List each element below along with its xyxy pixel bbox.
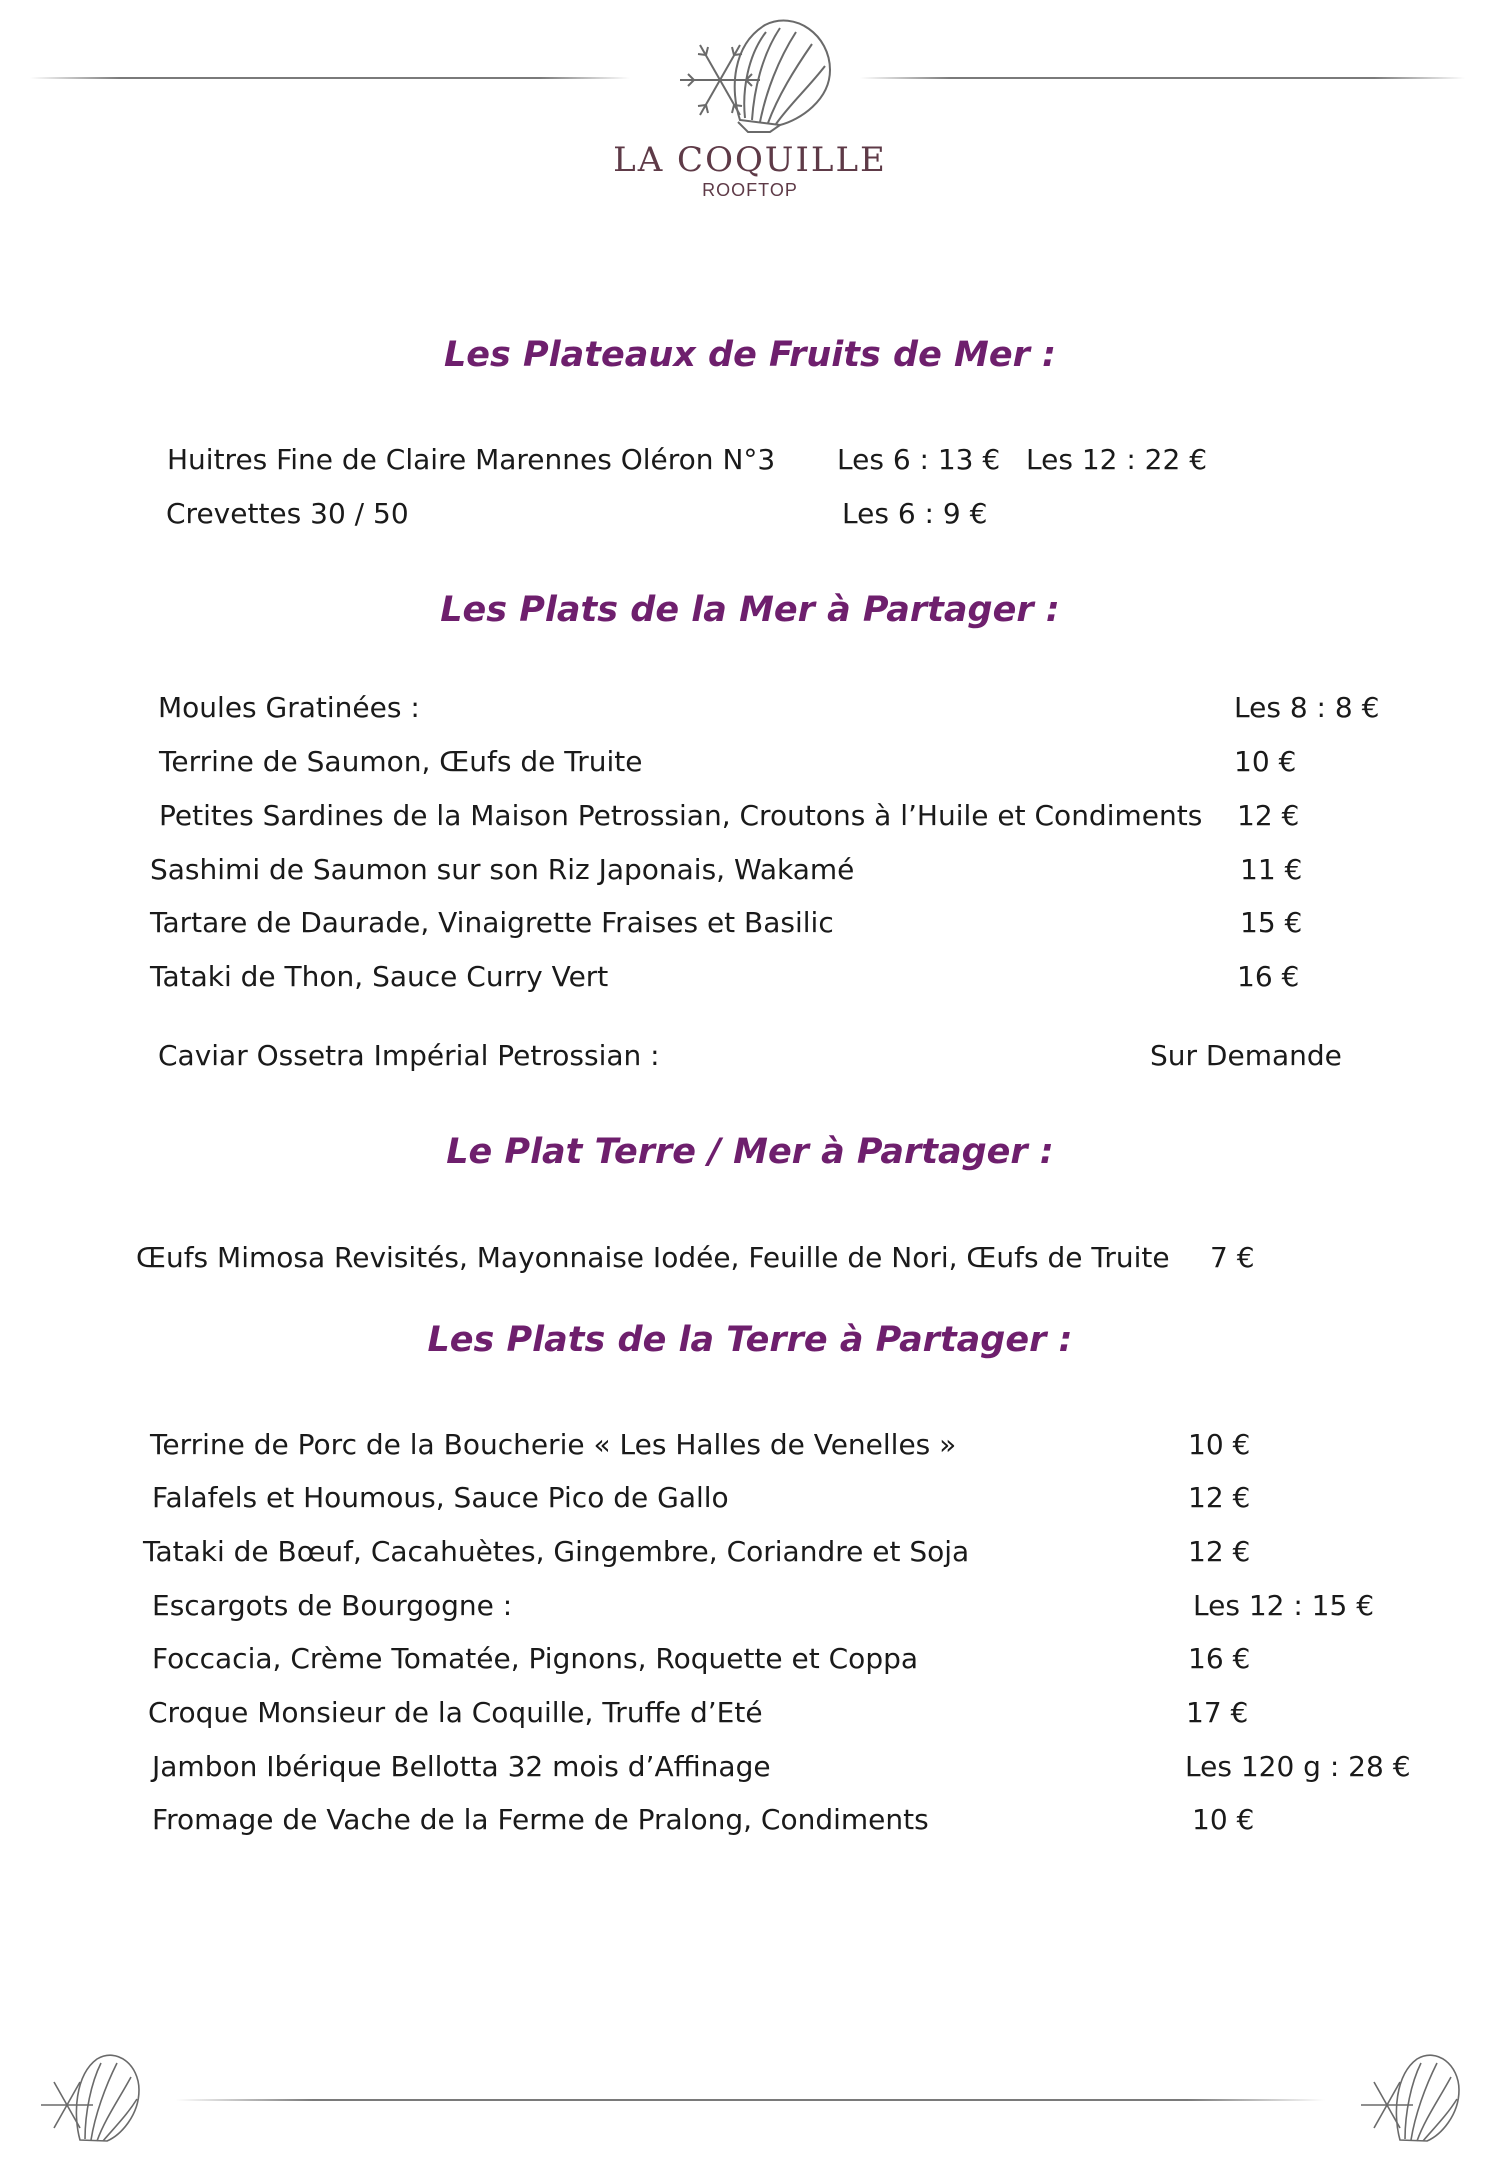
menu-item-price: 16 € [1188,1642,1251,1675]
menu-item-price: 15 € [1240,906,1303,939]
menu-item-name: Terrine de Porc de la Boucherie « Les Halles de Venelles » [150,1428,957,1461]
menu-item-price: 12 € [1188,1535,1251,1568]
menu-item-name: Tataki de Thon, Sauce Curry Vert [150,960,609,993]
menu-item-price: Les 6 : 13 € [837,443,1001,476]
menu-item-price: 17 € [1186,1696,1249,1729]
menu-item-price: Sur Demande [1150,1039,1342,1072]
shell-snowflake-logo-icon [670,10,840,150]
menu-item-name: Crevettes 30 / 50 [166,497,409,530]
section-title-terre-mer: Le Plat Terre / Mer à Partager : [446,1132,1054,1172]
menu-item-price-alt: Les 12 : 22 € [1026,443,1208,476]
menu-item-name: Tataki de Bœuf, Cacahuètes, Gingembre, Coriandre et Soja [143,1535,970,1568]
header-divider-left [30,77,630,79]
menu-item-name: Jambon Ibérique Bellotta 32 mois d’Affinage [152,1750,771,1783]
section-title-plateaux: Les Plateaux de Fruits de Mer : [443,335,1057,375]
menu-item-name: Escargots de Bourgogne : [152,1589,513,1622]
menu-item-name: Tartare de Daurade, Vinaigrette Fraises et Basilic [150,906,834,939]
header-divider-right [860,77,1465,79]
section-title-plats-mer: Les Plats de la Mer à Partager : [440,590,1060,630]
menu-item-name: Sashimi de Saumon sur son Riz Japonais, Wakamé [150,853,855,886]
section-title-plats-terre: Les Plats de la Terre à Partager : [427,1320,1073,1360]
brand-name: LA COQUILLE [613,140,887,180]
menu-item-name: Caviar Ossetra Impérial Petrossian : [158,1039,660,1072]
shell-snowflake-right-icon [1355,2045,1465,2155]
menu-item-price: Les 12 : 15 € [1193,1589,1375,1622]
menu-item-name: Œufs Mimosa Revisités, Mayonnaise Iodée, Feuille de Nori, Œufs de Truite [136,1241,1170,1274]
menu-item-name: Foccacia, Crème Tomatée, Pignons, Roquette et Coppa [152,1642,919,1675]
menu-item-name: Terrine de Saumon, Œufs de Truite [159,745,643,778]
menu-item-price: 7 € [1210,1241,1255,1274]
menu-item-price: 12 € [1237,799,1300,832]
menu-item-price: 10 € [1234,745,1297,778]
menu-item-price: 12 € [1188,1481,1251,1514]
shell-snowflake-left-icon [35,2045,145,2155]
menu-item-price: 11 € [1240,853,1303,886]
brand-subtitle: ROOFTOP [702,180,798,200]
footer-divider [175,2099,1325,2101]
menu-item-price: Les 8 : 8 € [1234,691,1380,724]
menu-item-price: 10 € [1192,1803,1255,1836]
menu-item-name: Croque Monsieur de la Coquille, Truffe d’Eté [148,1696,763,1729]
menu-item-name: Moules Gratinées : [158,691,420,724]
menu-item-price: Les 120 g : 28 € [1185,1750,1411,1783]
menu-item-price: 10 € [1188,1428,1251,1461]
menu-item-name: Petites Sardines de la Maison Petrossian, Croutons à l’Huile et Condiments [159,799,1203,832]
menu-item-name: Falafels et Houmous, Sauce Pico de Gallo [152,1481,729,1514]
menu-item-price: 16 € [1237,960,1300,993]
menu-item-name: Huitres Fine de Claire Marennes Oléron N°3 [167,443,776,476]
menu-item-name: Fromage de Vache de la Ferme de Pralong, Condiments [152,1803,929,1836]
menu-item-price: Les 6 : 9 € [842,497,988,530]
